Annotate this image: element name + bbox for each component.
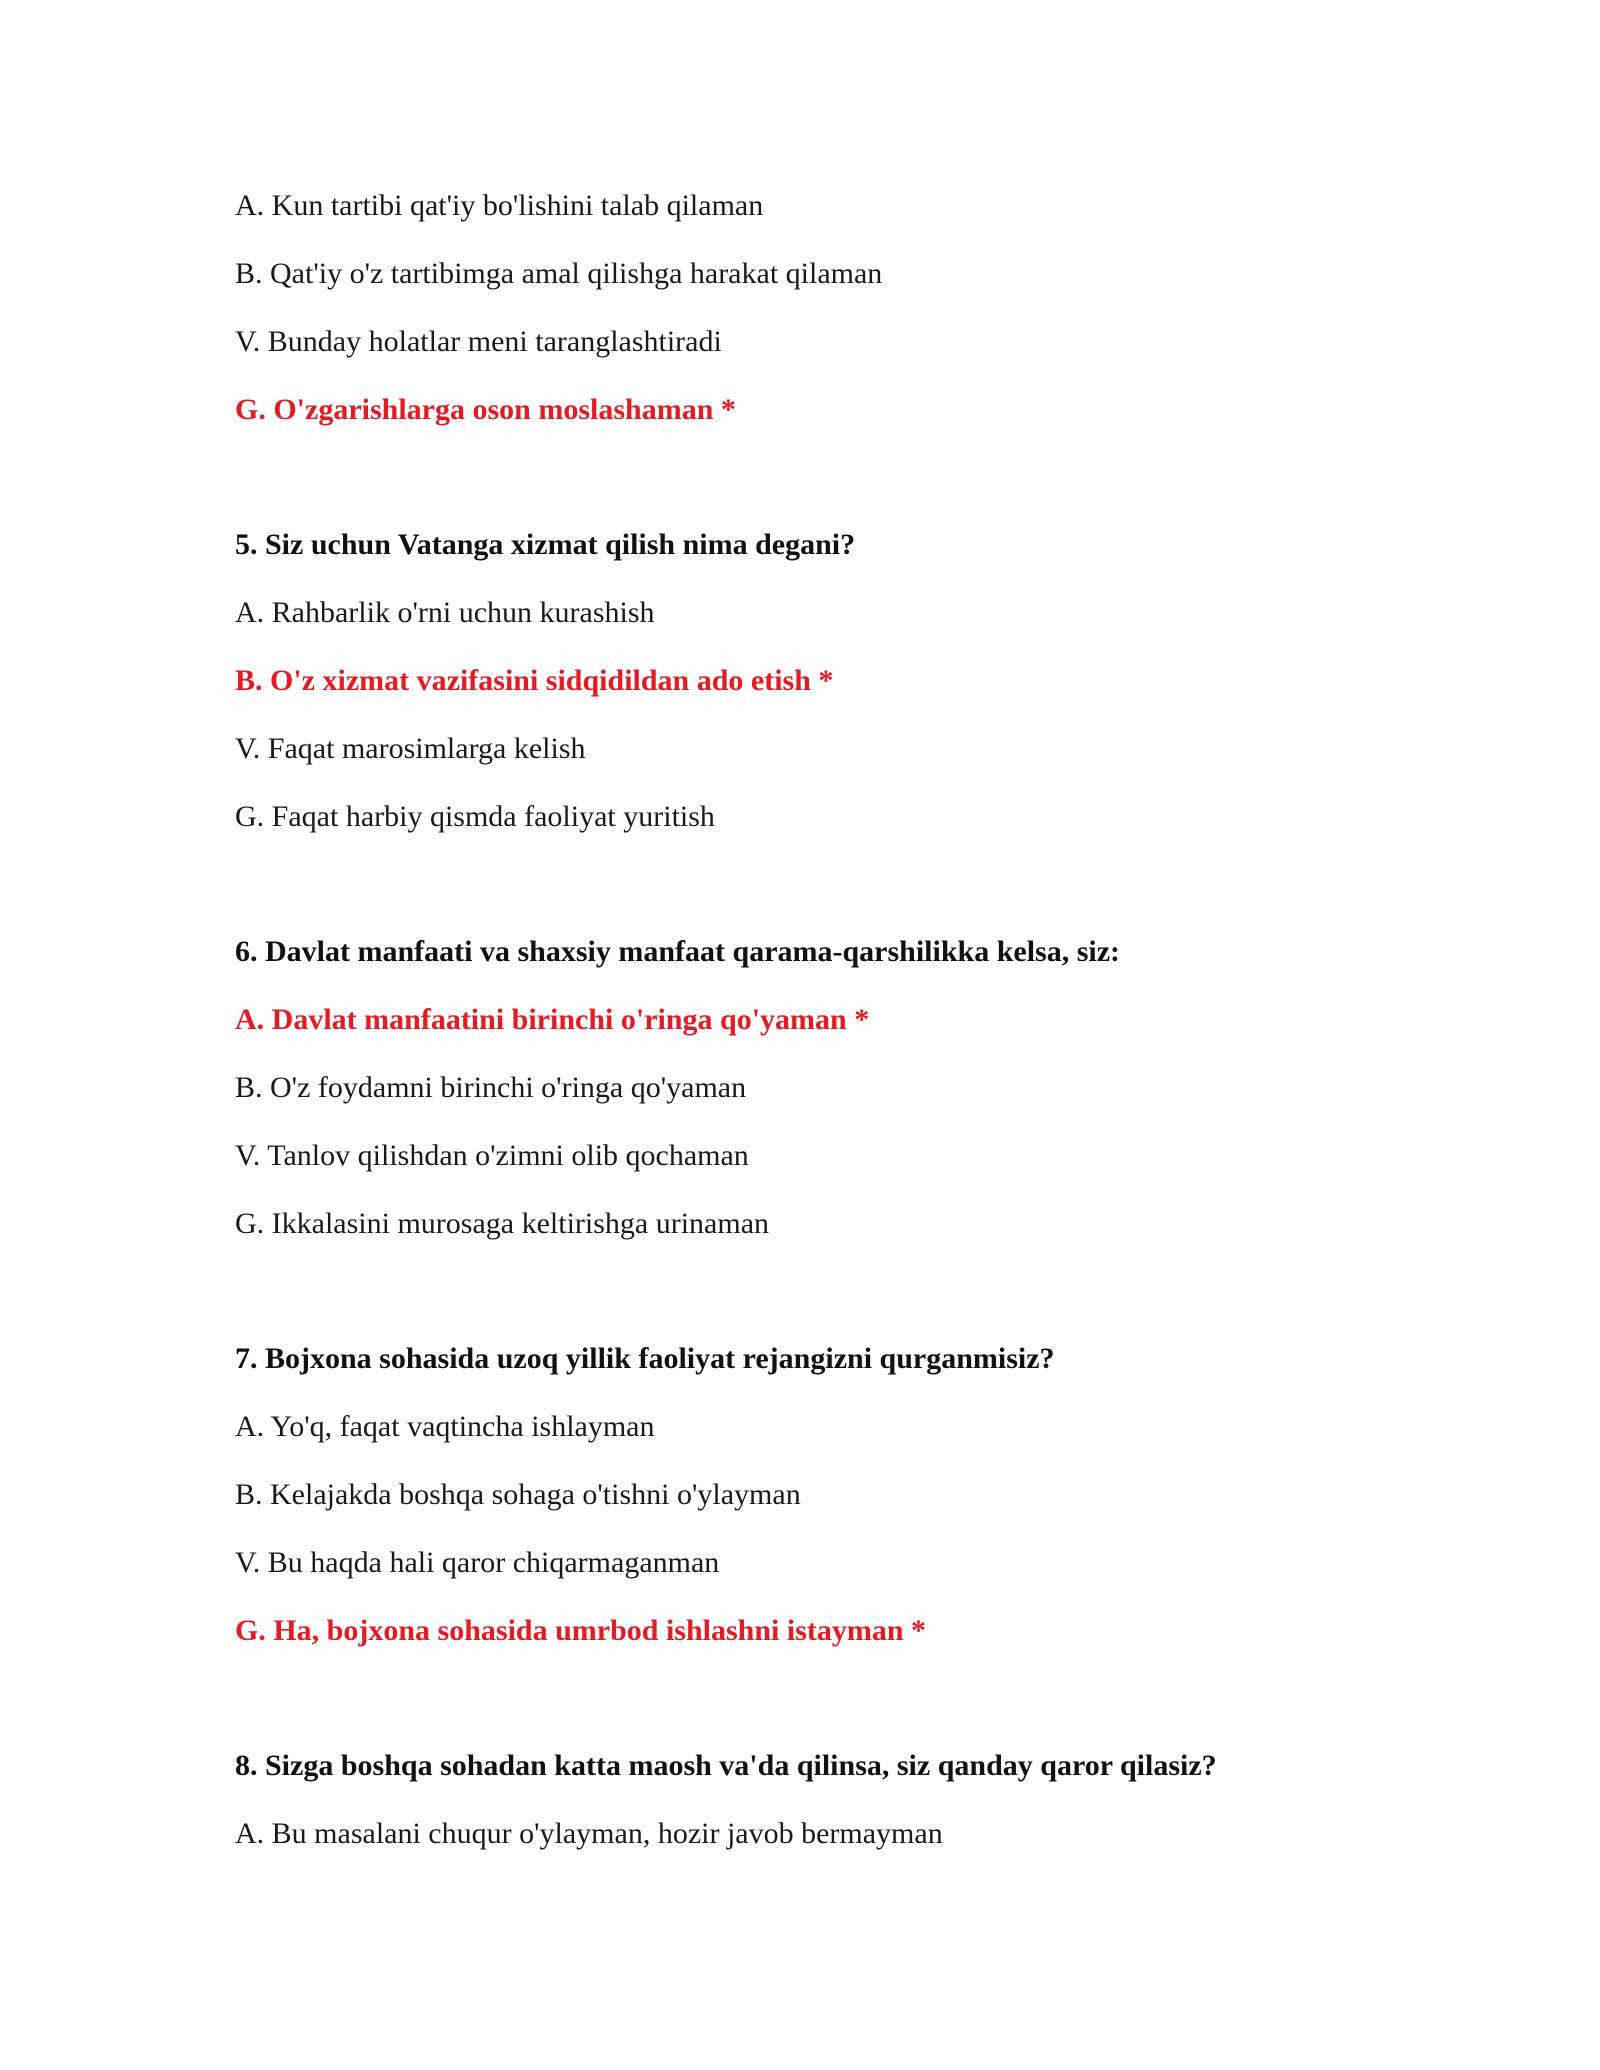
correct-answer-option: G. O'zgarishlarga oson moslashaman *	[235, 393, 736, 426]
correct-answer-option: A. Davlat manfaatini birinchi o'ringa qo'yaman *	[235, 1003, 870, 1036]
question-text: 7. Bojxona sohasida uzoq yillik faoliyat rejangizni qurganmisiz?	[235, 1342, 1055, 1375]
answer-option: V. Tanlov qilishdan o'zimni olib qochaman	[235, 1139, 749, 1172]
answer-option: B. O'z foydamni birinchi o'ringa qo'yaman	[235, 1071, 747, 1104]
answer-option: A. Bu masalani chuqur o'ylayman, hozir javob bermayman	[235, 1817, 943, 1850]
question-text: 6. Davlat manfaati va shaxsiy manfaat qarama-qarshilikka kelsa, siz:	[235, 935, 1121, 968]
question-text: 8. Sizga boshqa sohadan katta maosh va'da qilinsa, siz qanday qaror qilasiz?	[235, 1749, 1217, 1782]
spacer	[235, 1271, 1435, 1338]
spacer	[235, 457, 1435, 524]
question-block-6	[235, 931, 1435, 1271]
question-block-4	[235, 185, 1435, 457]
spacer	[235, 864, 1435, 931]
answer-option: B. Kelajakda boshqa sohaga o'tishni o'ylayman	[235, 1478, 801, 1511]
question-block-5	[235, 524, 1435, 864]
correct-answer-option: G. Ha, bojxona sohasida umrbod ishlashni istayman *	[235, 1614, 927, 1647]
answer-option: A. Rahbarlik o'rni uchun kurashish	[235, 596, 655, 629]
question-text: 5. Siz uchun Vatanga xizmat qilish nima degani?	[235, 528, 856, 561]
answer-option: A. Yo'q, faqat vaqtincha ishlayman	[235, 1410, 655, 1443]
answer-option: V. Faqat marosimlarga kelish	[235, 732, 586, 765]
answer-option: A. Kun tartibi qat'iy bo'lishini talab qilaman	[235, 189, 764, 222]
question-block-7	[235, 1338, 1435, 1678]
answer-option: G. Faqat harbiy qismda faoliyat yuritish	[235, 800, 715, 833]
answer-option: G. Ikkalasini murosaga keltirishga urinaman	[235, 1207, 770, 1240]
quiz-content	[235, 185, 1435, 1881]
correct-answer-option: B. O'z xizmat vazifasini sidqidildan ado etish *	[235, 664, 834, 697]
answer-option: V. Bu haqda hali qaror chiqarmaganman	[235, 1546, 720, 1579]
answer-option: V. Bunday holatlar meni taranglashtiradi	[235, 325, 722, 358]
answer-option: B. Qat'iy o'z tartibimga amal qilishga harakat qilaman	[235, 257, 883, 290]
spacer	[235, 1678, 1435, 1745]
question-block-8	[235, 1745, 1435, 1881]
